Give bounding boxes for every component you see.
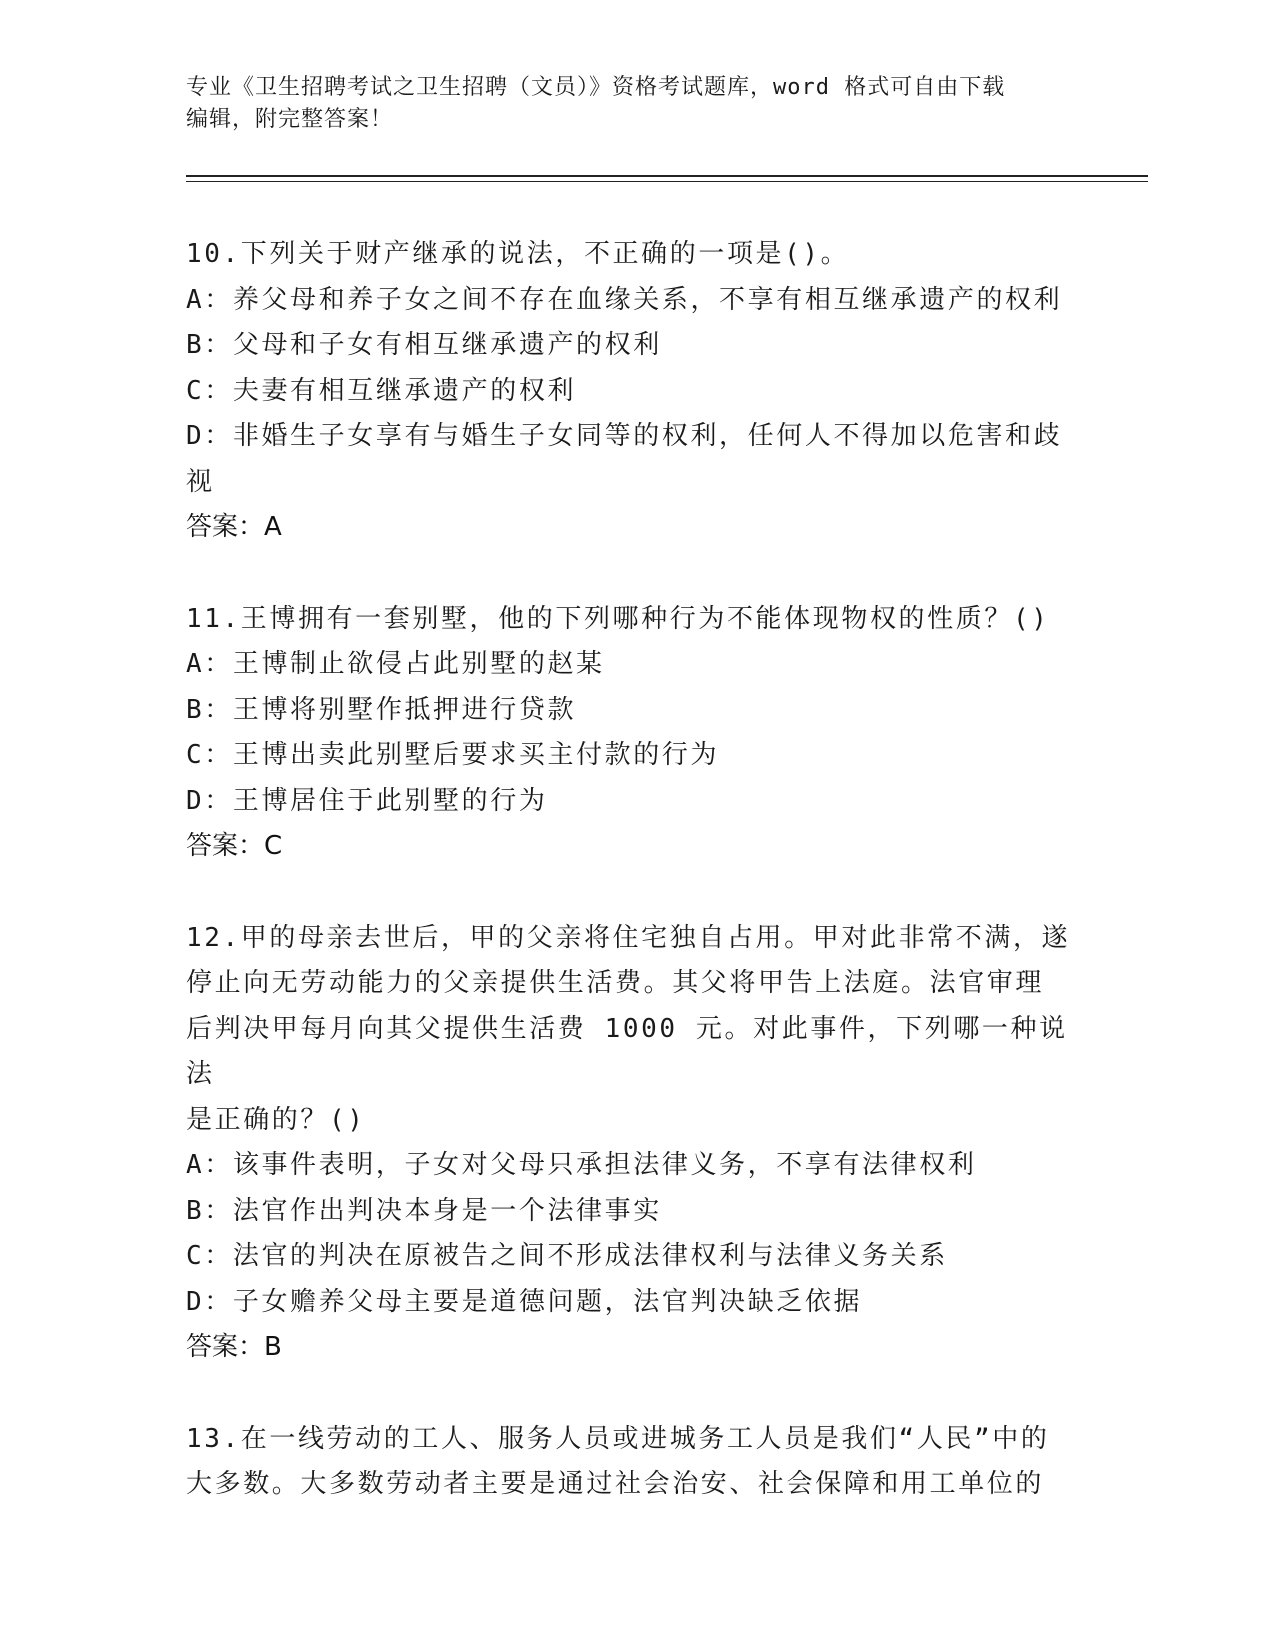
question-block — [186, 1417, 1086, 1508]
question-list — [186, 232, 1086, 1554]
answer-option-line: A：该事件表明，子女对父母只承担法律义务，不享有法律权利 — [186, 1150, 977, 1180]
answer-key: 答案：A — [186, 512, 282, 542]
header-line-1: 专业《卫生招聘考试之卫生招聘（文员）》资格考试题库，word 格式可自由下载 — [186, 75, 1006, 100]
answer-option-line: D：非婚生子女享有与婚生子女同等的权利，任何人不得加以危害和歧 — [186, 421, 1063, 451]
answer-key: 答案：C — [186, 831, 283, 861]
question-block — [186, 232, 1086, 551]
question-stem-line: 大多数。大多数劳动者主要是通过社会治安、社会保障和用工单位的 — [186, 1469, 1045, 1499]
answer-option-line: B：法官作出判决本身是一个法律事实 — [186, 1195, 662, 1226]
question-block — [186, 597, 1086, 870]
answer-option-line: A：王博制止欲侵占此别墅的赵某 — [186, 649, 605, 679]
question-stem-line: 10.下列关于财产继承的说法，不正确的一项是()。 — [186, 239, 850, 269]
header-line-2: 编辑，附完整答案！ — [186, 107, 394, 132]
answer-option-line: B：王博将别墅作抵押进行贷款 — [186, 694, 577, 725]
answer-option-line: D：王博居住于此别墅的行为 — [186, 785, 548, 816]
answer-key: 答案：B — [186, 1332, 282, 1362]
question-stem-line: 12.甲的母亲去世后，甲的父亲将住宅独自占用。甲对此非常不满，遂 — [186, 922, 1071, 953]
question-stem-line: 后判决甲每月向其父提供生活费 1000 元。对此事件，下列哪一种说法 — [186, 1013, 1068, 1089]
question-block — [186, 916, 1086, 1371]
question-stem-line: 11.王博拥有一套别墅，他的下列哪种行为不能体现物权的性质？() — [186, 603, 1050, 634]
header-divider-thick — [186, 175, 1148, 177]
document-header — [186, 72, 1086, 136]
answer-option-line: C：法官的判决在原被告之间不形成法律权利与法律义务关系 — [186, 1241, 948, 1271]
header-divider-thin — [186, 181, 1148, 182]
answer-option-line: B：父母和子女有相互继承遗产的权利 — [186, 330, 662, 360]
question-stem-line: 是正确的？() — [186, 1104, 366, 1135]
answer-option-line: C：王博出卖此别墅后要求买主付款的行为 — [186, 740, 720, 770]
answer-option-line: A：养父母和养子女之间不存在血缘关系，不享有相互继承遗产的权利 — [186, 284, 1063, 315]
answer-option-line: D：子女赡养父母主要是道德问题，法官判决缺乏依据 — [186, 1286, 863, 1317]
question-stem-line: 停止向无劳动能力的父亲提供生活费。其父将甲告上法庭。法官审理 — [186, 968, 1045, 998]
question-stem-line: 13.在一线劳动的工人、服务人员或进城务工人员是我们“人民”中的 — [186, 1423, 1050, 1454]
answer-option-line: C：夫妻有相互继承遗产的权利 — [186, 375, 577, 406]
answer-option-line: 视 — [186, 466, 215, 497]
